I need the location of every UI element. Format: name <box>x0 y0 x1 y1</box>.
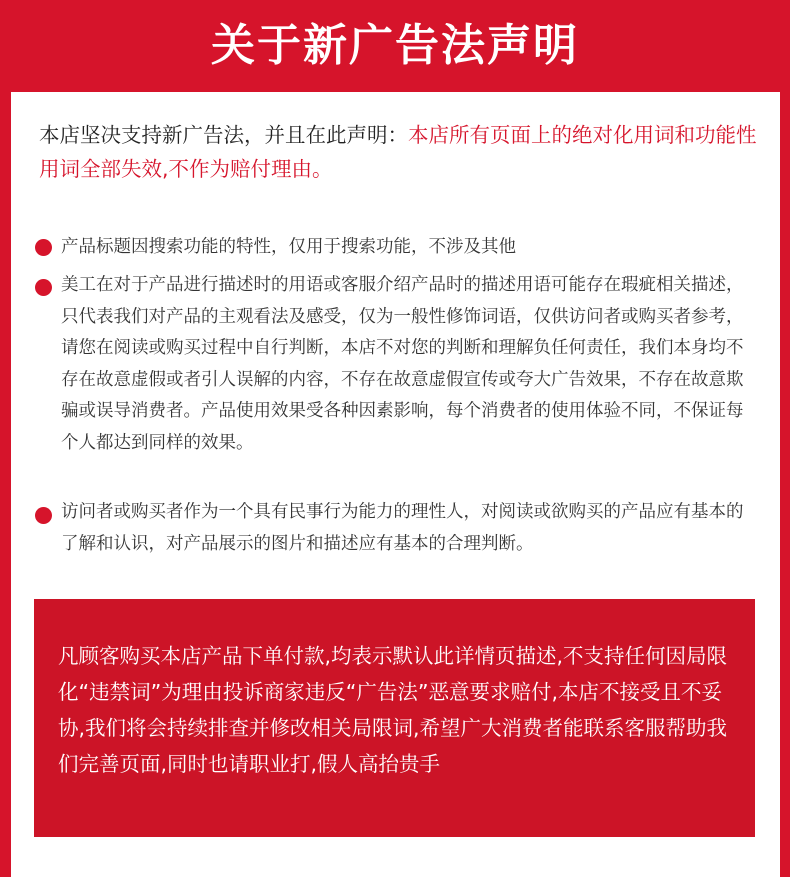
intro-text: 本店坚决支持新广告法，并且在此声明： <box>39 123 408 147</box>
bullet-item-search <box>35 232 755 264</box>
page-title: 关于新广告法声明 <box>211 20 579 71</box>
bullet-dot-icon <box>35 239 52 256</box>
bullet-text: 产品标题因搜索功能的特性，仅用于搜索功能，不涉及其他 <box>61 237 516 257</box>
intro-highlight: 本店所有页面上的绝对化用词和功能性用词全部失效,不作为赔付理由。 <box>39 123 757 181</box>
bullet-text: 访问者或购买者作为一个具有民事行为能力的理性人，对阅读或欲购买的产品应有基本的了解和认识，对产品展示的图片和描述应有基本的合理判断。 <box>61 502 744 554</box>
bullet-dot-icon <box>35 279 52 296</box>
intro-paragraph <box>39 118 759 186</box>
bullet-item-visitor <box>35 497 755 560</box>
content-panel <box>11 92 780 877</box>
bullet-dot-icon <box>35 507 52 524</box>
notice-box <box>34 599 755 837</box>
notice-text: 凡顾客购买本店产品下单付款,均表示默认此详情页描述,不支持任何因局限化“违禁词”为理由投诉商家违反“广告法”恶意要求赔付,本店不接受且不妥协,我们将会持续排查并修改相关局限词,希望广大消费者能联系客服帮助我们完善页面,同时也请职业打,假人高抬贵手 <box>58 644 728 776</box>
bullet-item-description <box>35 270 755 459</box>
bullet-text: 美工在对于产品进行描述时的用语或客服介绍产品时的描述用语可能存在瑕疵相关描述，只代表我们对产品的主观看法及感受，仅为一般性修饰词语，仅供访问者或购买者参考，请您在阅读或购买过程中自行判断，本店不对您的判断和理解负任何责任，我们本身均不存在故意虚假或者引人误解的内容，不存在故意虚假宣传或夸大广告效果，不存在故意欺骗或误导消费者。产品使用效果受各种因素影响，每个消费者的使用体验不同，不保证每个人都达到同样的效果。 <box>61 275 744 453</box>
